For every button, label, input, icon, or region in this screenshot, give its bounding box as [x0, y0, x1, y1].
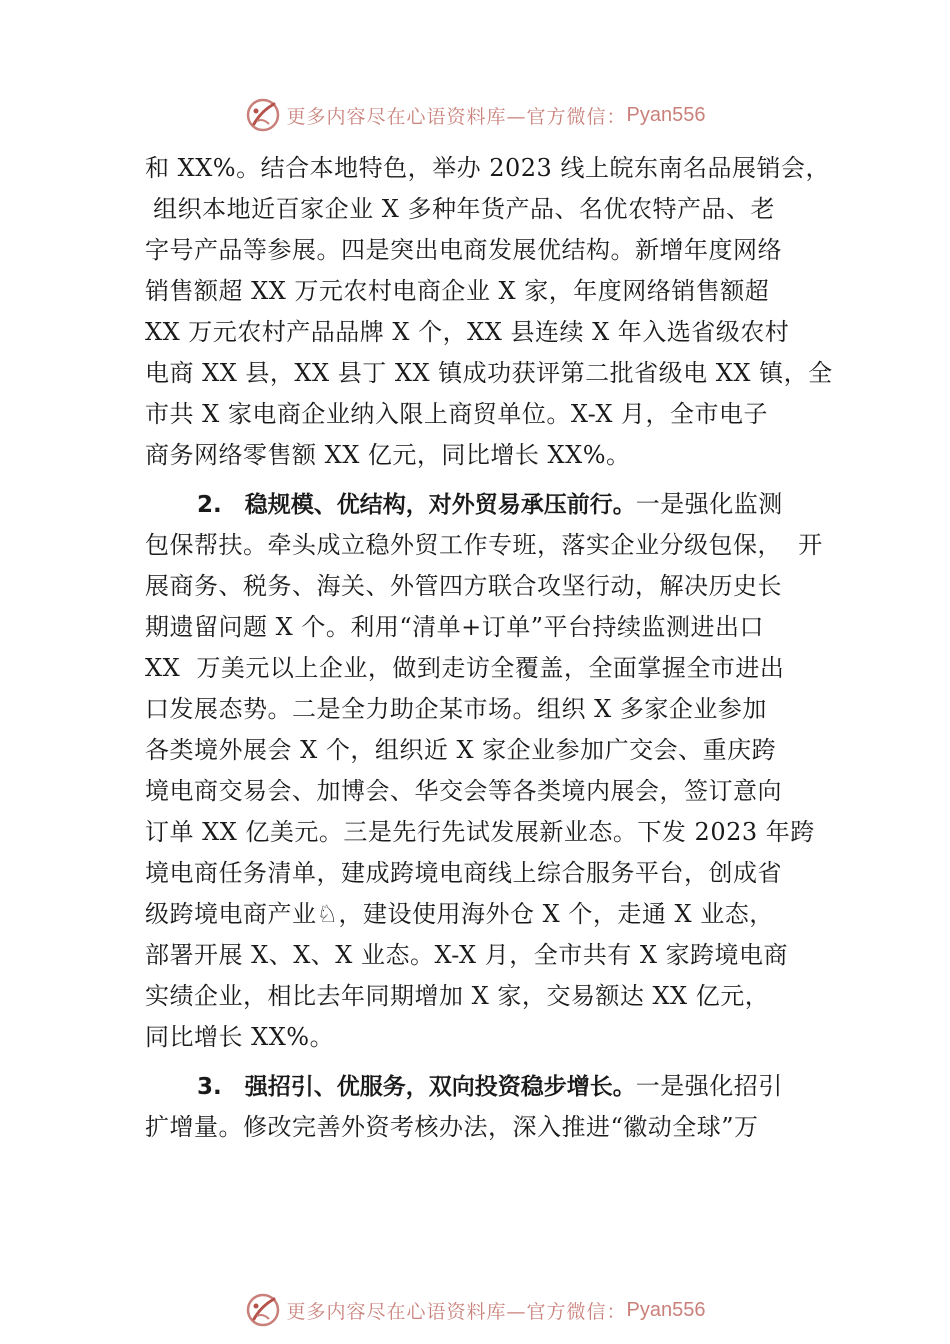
watermark-text: 更多内容尽在心语资料库—官方微信：	[286, 105, 627, 128]
text-line: 期遗留问题 X 个。利用“清单+订单”平台持续监测进出口	[145, 613, 764, 641]
text-line: 同比增长 XX%。	[145, 1023, 335, 1051]
brush-logo-icon	[245, 1292, 281, 1328]
header-watermark	[0, 95, 950, 135]
section-2	[145, 484, 835, 1058]
text-line: 各类境外展会 X 个，组织近 X 家企业参加广交会、重庆跨	[145, 736, 777, 764]
text-line: 和 XX%。结合本地特色，举办 2023 线上皖东南名品展销会，	[145, 154, 830, 182]
text-line: 电商 XX 县，XX 县丁 XX 镇成功获评第二批省级电 XX 镇，全	[145, 359, 833, 387]
text-line: 订单 XX 亿美元。三是先行先试发展新业态。下发 2023 年跨	[145, 818, 815, 846]
text-line: 实绩企业，相比去年同期增加 X 家，交易额达 XX 亿元，	[145, 982, 770, 1010]
text-line: 包保帮扶。牵头成立稳外贸工作专班，落实企业分级包保， 开	[145, 531, 823, 559]
text-line: 口发展态势。二是全力助企某市场。组织 X 多家企业参加	[145, 695, 767, 723]
watermark-text: 更多内容尽在心语资料库—官方微信：	[286, 1300, 627, 1323]
text-line: 部署开展 X、X、X 业态。X-X 月，全市共有 X 家跨境电商	[145, 941, 789, 969]
watermark-code: Pyan556	[626, 1298, 706, 1321]
text-line: 字号产品等参展。四是突出电商发展优结构。新增年度网络	[145, 236, 782, 264]
text-line: XX 万元农村产品品牌 X 个，XX 县连续 X 年入选省级农村	[145, 318, 790, 346]
section-2-first-line: 一是强化监测	[635, 490, 783, 518]
section-3	[145, 1066, 835, 1148]
watermark-code: Pyan556	[626, 103, 706, 126]
text-line: 商务网络零售额 XX 亿元，同比增长 XX%。	[145, 441, 631, 469]
text-line: 市共 X 家电商企业纳入限上商贸单位。X-X 月，全市电子	[145, 400, 769, 428]
text-line: 扩增量。修改完善外资考核办法，深入推进“徽动全球”万	[145, 1113, 759, 1141]
brush-logo-icon	[245, 97, 281, 133]
text-line: 级跨境电商产业♘，建设使用海外仓 X 个，走通 X 业态，	[145, 900, 774, 928]
paragraph-1	[145, 148, 835, 476]
text-line: 境电商任务清单，建成跨境电商线上综合服务平台，创成省	[145, 859, 782, 887]
text-line: 组织本地近百家企业 X 多种年货产品、名优农特产品、老	[145, 195, 775, 223]
text-line: 销售额超 XX 万元农村电商企业 X 家，年度网络销售额超	[145, 277, 770, 305]
section-3-first-line: 一是强化招引	[635, 1072, 783, 1100]
text-line: 境电商交易会、加博会、华交会等各类境内展会，签订意向	[145, 777, 782, 805]
text-line: 展商务、税务、海关、外管四方联合攻坚行动，解决历史长	[145, 572, 782, 600]
section-2-heading: 2. 稳规模、优结构，对外贸易承压前行。	[197, 492, 636, 518]
section-3-heading: 3. 强招引、优服务，双向投资稳步增长。	[197, 1074, 636, 1100]
text-line: XX 万美元以上企业，做到走访全覆盖，全面掌握全市进出	[145, 654, 785, 682]
document-body	[145, 148, 835, 1148]
footer-watermark	[0, 1290, 950, 1330]
